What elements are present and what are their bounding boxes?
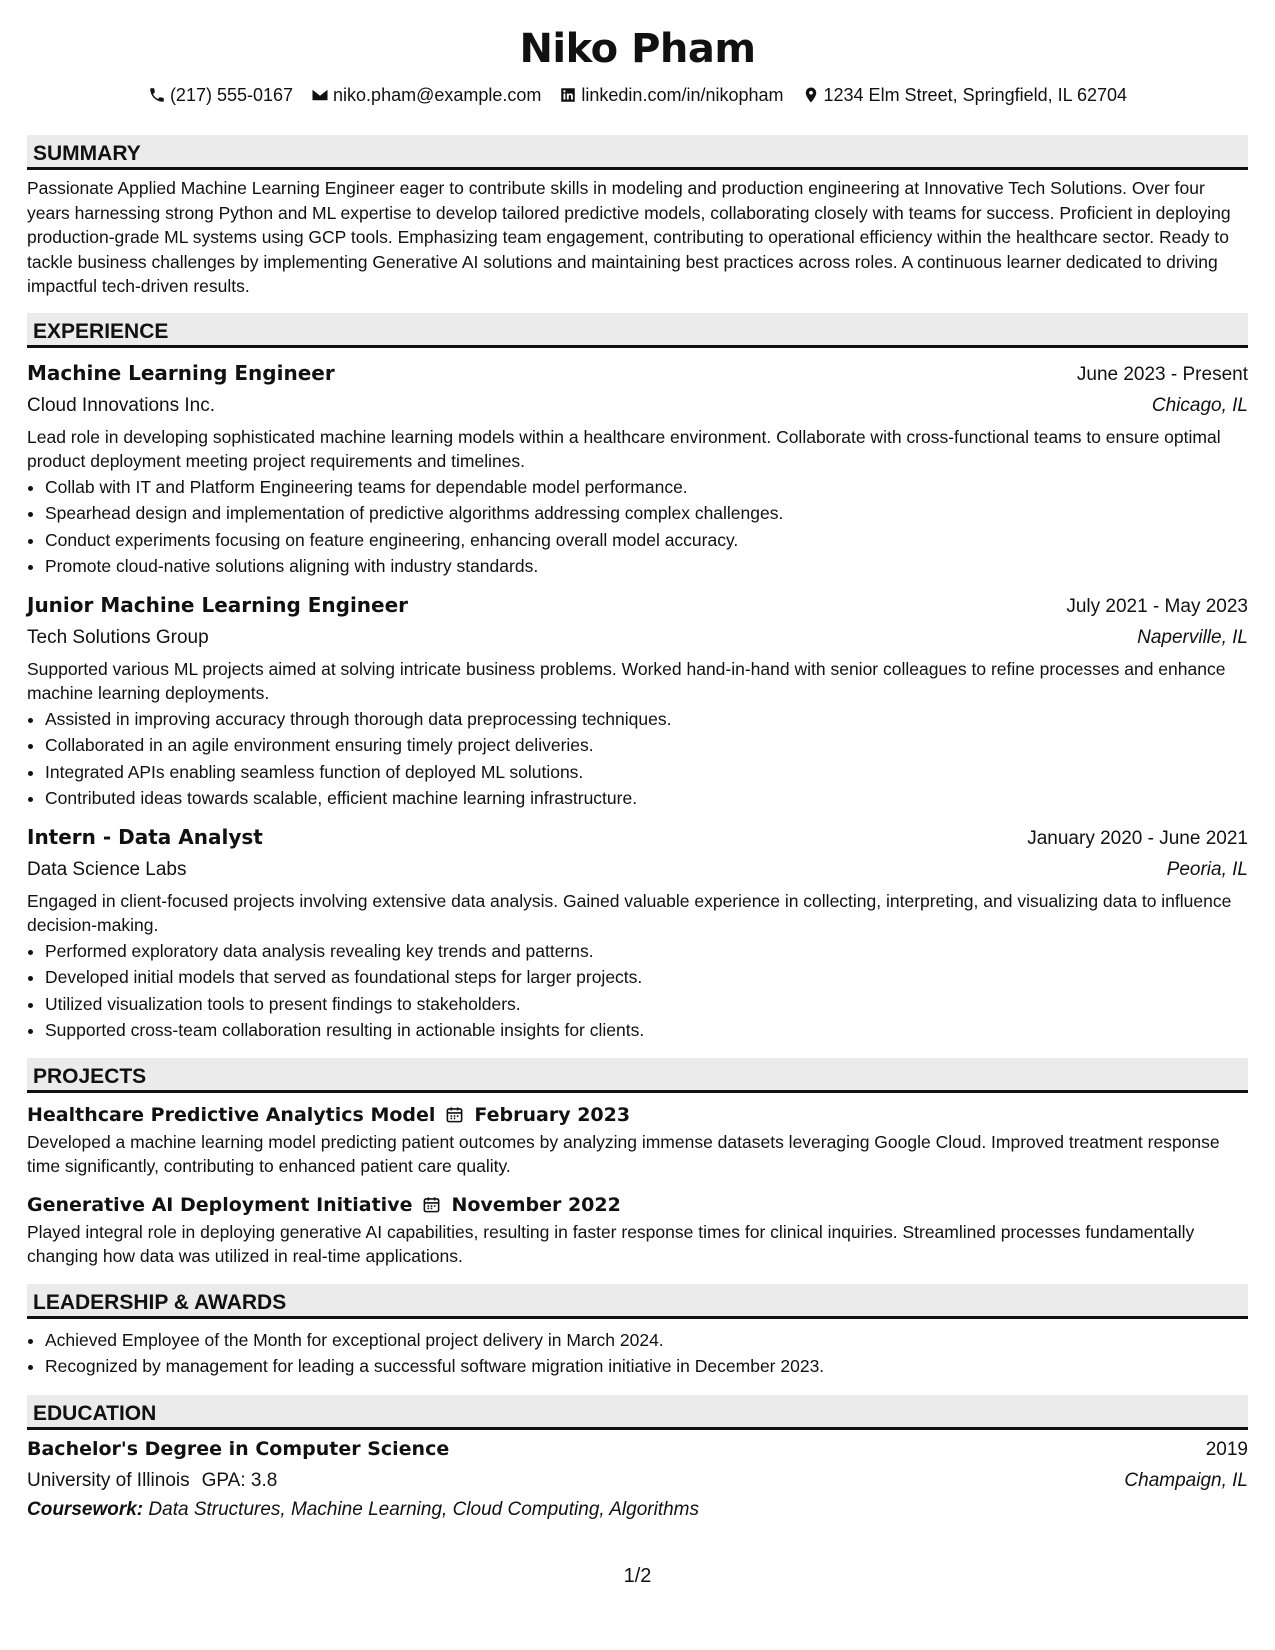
job-dates: January 2020 - June 2021 (1027, 827, 1248, 849)
email-text: niko.pham@example.com (333, 84, 542, 105)
summary-section (27, 135, 1248, 299)
section-heading-summary: SUMMARY (27, 135, 1248, 170)
contact-linkedin[interactable] (559, 85, 783, 106)
job-title: Junior Machine Learning Engineer (27, 592, 409, 617)
section-heading-awards: LEADERSHIP & AWARDS (27, 1284, 1248, 1319)
school-name: University of Illinois (27, 1469, 190, 1491)
project-description: Played integral role in deploying generative AI capabilities, resulting in faster response times for clinical inquiries. Streamlined processes fundamentally changing how data was utilized in real-time applications. (27, 1221, 1195, 1266)
envelope-icon (311, 86, 329, 104)
candidate-name: Niko Pham (519, 26, 756, 72)
job-entry (27, 822, 1248, 1044)
job-company: Data Science Labs (27, 858, 187, 880)
list-item: • Collaborated in an agile environment ensuring timely project deliveries. (45, 732, 1248, 759)
address-text: 1234 Elm Street, Springfield, IL 62704 (823, 84, 1128, 105)
job-bullets (27, 706, 1248, 812)
project-entry (27, 1191, 1248, 1269)
list-item: • Promote cloud-native solutions aligning with industry standards. (45, 553, 1248, 580)
gpa-value: GPA: 3.8 (201, 1469, 278, 1491)
job-entry (27, 358, 1248, 580)
project-description: Developed a machine learning model predicting patient outcomes by analyzing immense datasets leveraging Google Cloud. Improved treatment response time significantly, contributing to enhanced patient care quality. (27, 1131, 1220, 1176)
contact-phone[interactable] (148, 85, 293, 106)
list-item: • Contributed ideas towards scalable, efficient machine learning infrastructure. (45, 785, 1248, 812)
job-bullets (27, 938, 1248, 1044)
list-item: • Spearhead design and implementation of predictive algorithms addressing complex challenges. (45, 500, 1248, 527)
job-location: Peoria, IL (1166, 858, 1248, 880)
project-date: November 2022 (451, 1193, 621, 1216)
project-title: Generative AI Deployment Initiative (27, 1193, 413, 1216)
education-section (27, 1395, 1248, 1524)
job-title: Intern - Data Analyst (27, 824, 263, 849)
section-heading-experience: EXPERIENCE (27, 313, 1248, 348)
list-item: • Supported cross-team collaboration resulting in actionable insights for clients. (45, 1017, 1248, 1044)
section-heading-education: EDUCATION (27, 1395, 1248, 1430)
degree-title: Bachelor's Degree in Computer Science (27, 1437, 450, 1460)
awards-bullets (27, 1327, 1248, 1380)
project-entry (27, 1101, 1248, 1179)
job-title: Machine Learning Engineer (27, 360, 335, 385)
phone-text: (217) 555-0167 (169, 84, 294, 105)
job-description: Supported various ML projects aimed at solving intricate business problems. Worked hand-in-hand with senior colleagues to refine processes and enhance machine learning deployments. (27, 658, 1226, 703)
job-description: Engaged in client-focused projects involving extensive data analysis. Gained valuable experience in collecting, interpreting, and visualizing data to influence decision-making. (27, 890, 1232, 935)
list-item: • Developed initial models that served as foundational steps for larger projects. (45, 964, 1248, 991)
coursework-list: Data Structures, Machine Learning, Cloud Computing, Algorithms (148, 1498, 699, 1520)
coursework-line (27, 1496, 1248, 1524)
contact-email[interactable] (311, 85, 541, 106)
list-item: • Achieved Employee of the Month for exceptional project delivery in March 2024. (45, 1327, 1248, 1354)
contact-bar (27, 82, 1248, 108)
awards-section (27, 1284, 1248, 1380)
map-pin-icon (802, 86, 820, 104)
experience-section (27, 313, 1248, 1044)
linkedin-icon (559, 86, 577, 104)
job-dates: July 2021 - May 2023 (1066, 595, 1248, 617)
job-location: Chicago, IL (1151, 394, 1248, 416)
calendar-icon (422, 1195, 441, 1214)
list-item: • Recognized by management for leading a successful software migration initiative in December 2023. (45, 1353, 1248, 1380)
job-location: Naperville, IL (1137, 626, 1248, 648)
job-description: Lead role in developing sophisticated machine learning models within a healthcare environment. Collaborate with cross-functional teams to ensure optimal product deployment meeting project requirements and timelines. (27, 426, 1221, 471)
list-item: • Utilized visualization tools to present findings to stakeholders. (45, 991, 1248, 1018)
phone-icon (148, 86, 166, 104)
section-heading-projects: PROJECTS (27, 1058, 1248, 1093)
list-item: • Assisted in improving accuracy through thorough data preprocessing techniques. (45, 706, 1248, 733)
linkedin-text: linkedin.com/in/nikopham (581, 84, 784, 105)
contact-address (802, 85, 1128, 106)
school-location: Champaign, IL (1124, 1469, 1248, 1491)
coursework-label: Coursework: (27, 1498, 144, 1520)
list-item: • Integrated APIs enabling seamless function of deployed ML solutions. (45, 759, 1248, 786)
job-company: Tech Solutions Group (27, 626, 209, 648)
list-item: • Performed exploratory data analysis revealing key trends and patterns. (45, 938, 1248, 965)
calendar-icon (445, 1105, 464, 1124)
job-entry (27, 590, 1248, 812)
project-title: Healthcare Predictive Analytics Model (27, 1103, 436, 1126)
list-item: • Collab with IT and Platform Engineering teams for dependable model performance. (45, 474, 1248, 501)
graduation-year: 2019 (1205, 1438, 1248, 1460)
job-dates: June 2023 - Present (1076, 363, 1248, 385)
project-date: February 2023 (474, 1103, 631, 1126)
summary-text: Passionate Applied Machine Learning Engineer eager to contribute skills in modeling and production engineering at Innovative Tech Solutions. Over four years harnessing strong Python and ML expertise to develop tailored predictive models, collaborating closely with teams for success. Proficient in deploying production-grade ML systems using GCP tools. Emphasizing team engagement, contributing to operational efficiency within the healthcare sector. Ready to tackle business challenges by implementing Generative AI solutions and maintaining best practices across roles. A continuous learner dedicated to driving impactful tech-driven results. (27, 178, 1231, 296)
list-item: • Conduct experiments focusing on feature engineering, enhancing overall model accuracy. (45, 527, 1248, 554)
job-company: Cloud Innovations Inc. (27, 394, 216, 416)
projects-section (27, 1058, 1248, 1269)
school-line (27, 1465, 277, 1496)
job-bullets (27, 474, 1248, 580)
page-number: 1/2 (623, 1565, 652, 1587)
